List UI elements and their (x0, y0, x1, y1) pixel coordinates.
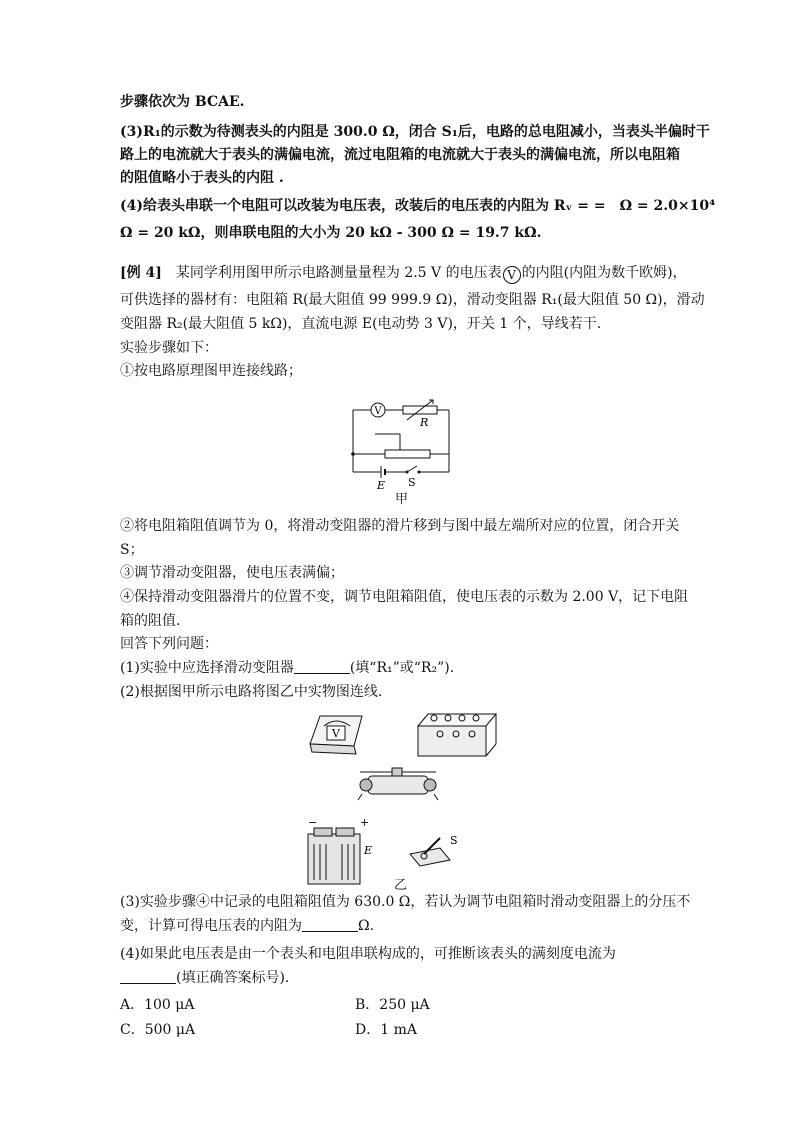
question-1-text: (1)实验中应选择滑动变阻器 (120, 660, 294, 676)
question-3a: (3)实验步骤④中记录的电阻箱阻值为 630.0 Ω，若认为调节电阻箱时滑动变阻器上的分压不 (120, 894, 691, 910)
voltmeter-symbol: V (503, 266, 521, 284)
example-text-1b: 的内阻(内阻为数千欧姆)， (521, 265, 687, 281)
question-3-unit: Ω. (358, 918, 375, 934)
fig-b-s-label: S (450, 834, 458, 847)
circuit-diagram-a (345, 392, 455, 492)
question-3-text: 变，计算可得电压表的内阻为 (120, 918, 302, 934)
answer-blank-1 (294, 659, 350, 674)
question-4-hint: (填正确答案标号). (176, 970, 290, 986)
solution-line-4: 的阻值略小于表头的内阻 . (120, 170, 284, 186)
step-1: ①按电路原理图甲连接线路； (120, 363, 302, 379)
fig-b-minus-label: − (308, 816, 318, 829)
step-3: ③调节滑动变阻器，使电压表满偏； (120, 565, 344, 581)
option-a: A．100 μA (120, 997, 195, 1013)
solution-line-5: (4)给表头串联一个电阻可以改装为电压表，改装后的电压表的内阻为 Rᵥ = = Ω = 2.0×10⁴ (120, 198, 716, 214)
fig-a-caption: 甲 (395, 492, 409, 507)
question-1 (120, 658, 454, 678)
fig-b-e-label: E (364, 844, 373, 857)
fig-a-s-label: S (408, 476, 416, 489)
example-line-3: 变阻器 R₂(最大阻值 5 kΩ)，直流电源 E(电动势 3 V)，开关 1 个，导线若干. (120, 316, 602, 332)
solution-line-1: 步骤依次为 BCAE. (120, 94, 245, 110)
example-line-4: 实验步骤如下： (120, 340, 218, 356)
step-4a: ④保持滑动变阻器滑片的位置不变，调节电阻箱阻值，使电压表的示数为 2.00 V，记下电阻 (120, 589, 689, 605)
fig-a-e-label: E (377, 479, 386, 492)
solution-line-3: 路上的电流就大于表头的满偏电流，流过电阻箱的电流就大于表头的满偏电流，所以电阻箱 (120, 147, 680, 163)
fig-b-voltmeter-label: V (332, 727, 340, 740)
apparatus-figure-b (300, 704, 500, 899)
option-b: B．250 μA (355, 997, 430, 1013)
fig-a-r-label: R (420, 416, 429, 429)
question-2: (2)根据图甲所示电路将图乙中实物图连线. (120, 684, 383, 700)
question-1-hint: (填“R₁”或“R₂”). (349, 660, 455, 676)
solution-line-6: Ω = 20 kΩ，则串联电阻的大小为 20 kΩ - 300 Ω = 19.7 kΩ. (120, 225, 542, 241)
answer-blank-3 (302, 917, 358, 932)
question-4a: (4)如果此电压表是由一个表头和电阻串联构成的，可推断该表头的满刻度电流为 (120, 946, 616, 962)
fig-b-plus-label: + (360, 816, 370, 829)
step-2a: ②将电阻箱阻值调节为 0，将滑动变阻器的滑片移到与图中最左端所对应的位置，闭合开关 (120, 518, 680, 534)
step-4b: 箱的阻值. (120, 613, 181, 629)
solution-line-2: (3)R₁的示数为待测表头的内阻是 300.0 Ω，闭合 S₁后，电路的总电阻减小，当表头半偏时干 (120, 124, 710, 140)
answer-blank-4 (120, 969, 176, 984)
option-d: D．1 mA (355, 1022, 417, 1038)
option-c: C．500 μA (120, 1022, 196, 1038)
example-line-2: 可供选择的器材有：电阻箱 R(最大阻值 99 999.9 Ω)，滑动变阻器 R₁(最大阻值 50 Ω)，滑动 (120, 292, 705, 308)
question-4b (120, 968, 289, 988)
fig-a-voltmeter-label: V (374, 406, 382, 417)
fig-b-caption: 乙 (394, 878, 408, 893)
step-2b: S； (120, 542, 144, 558)
question-3b (120, 916, 374, 936)
example-line-1 (120, 263, 687, 284)
example-label: [例 4] (120, 265, 162, 281)
ask-prompt: 回答下列问题： (120, 636, 218, 652)
example-text-1a: 某同学利用图甲所示电路测量量程为 2.5 V 的电压表 (161, 265, 502, 281)
